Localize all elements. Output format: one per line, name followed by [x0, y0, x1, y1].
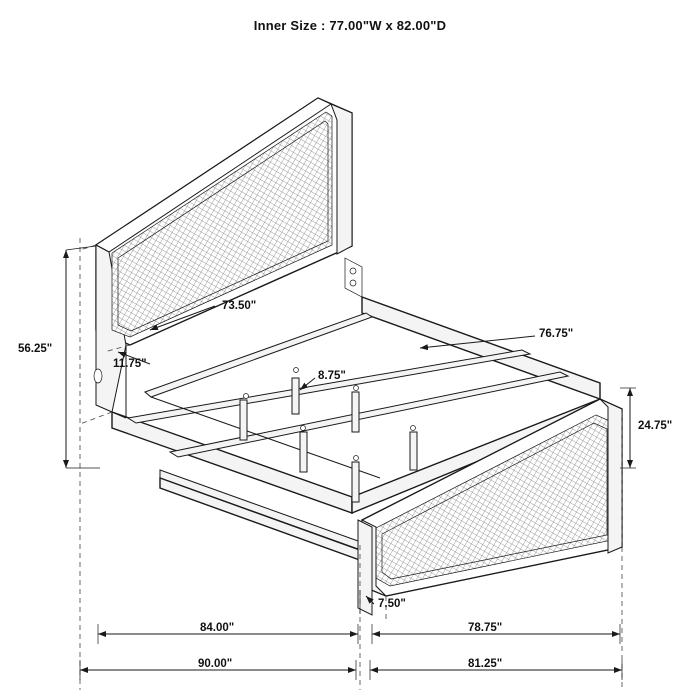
dim-center-to-footboard-depth: 78.75": [468, 622, 503, 634]
dim-side-rail-height-front: 11.75": [113, 358, 147, 370]
dim-overall-depth-right: 81.25": [468, 658, 503, 670]
dim-headboard-to-center-depth: 84.00": [200, 622, 235, 634]
page-title: Inner Size : 77.00"W x 82.00"D: [253, 18, 447, 33]
dim-side-rail-length: 76.75": [539, 328, 574, 340]
dim-slat-height: 8.75": [318, 370, 346, 382]
dim-footboard-height: 24.75": [638, 420, 673, 432]
dim-headboard-width: 73.50": [222, 300, 257, 312]
dim-overall-depth-left: 90.00": [198, 658, 233, 670]
dim-overall-height: 56.25": [18, 343, 53, 355]
footboard: [358, 392, 622, 615]
dim-footboard-clearance: 7.50": [378, 598, 406, 610]
